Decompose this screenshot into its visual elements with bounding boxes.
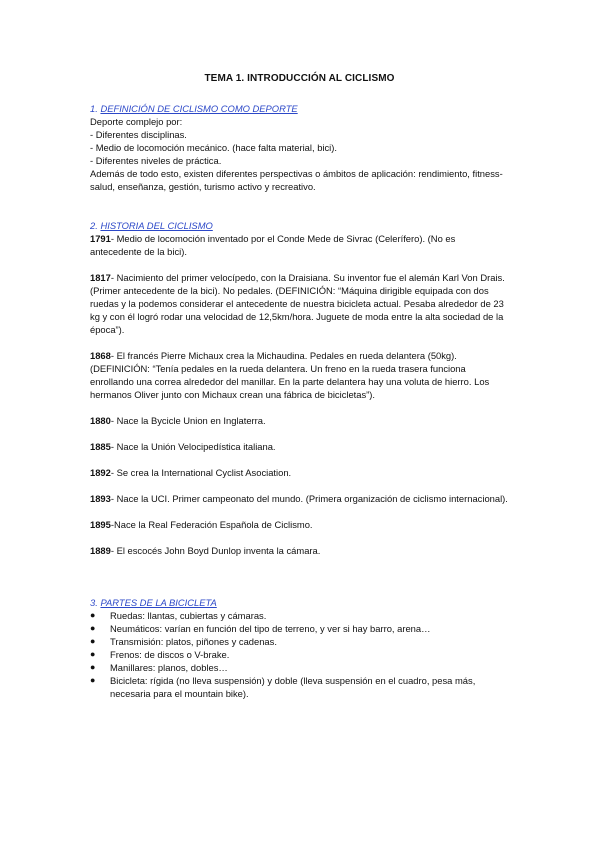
section-number: 2. (90, 220, 98, 231)
list-item-text: Ruedas: llantas, cubiertas y cámaras. (110, 610, 267, 621)
entry-text: - Medio de locomoción inventado por el Conde Mede de Sivrac (Celerífero). (No es antecedente de la bici). (90, 233, 456, 257)
history-entry (90, 349, 509, 401)
entry-text: - Nacimiento del primer velocípedo, con la Draisiana. Su inventor fue el alemán Karl Von Drais. (Primer antecedente de la bici). No pedales. (DEFINICIÓN: “Máquina dirigible equipada con dos ruedas y la podemos considerar el antecedente de nuestra bicicleta actual. Pesaba alrededor de 23 kg y con él logró rodar una velocidad de 12,5km/hora. Juguete de moda entre la alta sociedad de la época”). (90, 272, 505, 335)
history-entry (90, 414, 509, 427)
bullet-icon: ● (90, 675, 96, 685)
entry-year: 1791 (90, 233, 111, 244)
parts-list (90, 609, 509, 700)
list-item-text: Neumáticos: varían en función del tipo de terreno, y ver si hay barro, arena… (110, 623, 431, 634)
paragraph-line: Además de todo esto, existen diferentes perspectivas o ámbitos de aplicación: rendimiento, fitness-salud, enseñanza, gestión, turismo activo y recreativo. (90, 168, 503, 192)
entry-year: 1817 (90, 272, 111, 283)
entry-year: 1893 (90, 493, 111, 504)
bullet-icon: ● (90, 649, 96, 659)
list-item (90, 609, 509, 622)
entry-text: - El francés Pierre Michaux crea la Michaudina. Pedales en rueda delantera (50kg). (DEFINICIÓN: “Tenía pedales en la rueda delantera. Un freno en la rueda trasera funciona enrollando una correa alrededor del manillar. En la parte delantera hay una voluta de hierro. Los hermanos Oliver junto con Michaux crean una fábrica de bicicletas”). (90, 350, 490, 400)
entry-text: - Se crea la International Cyclist Asociation. (110, 467, 292, 478)
list-item-text: Manillares: planos, dobles… (110, 662, 228, 673)
entry-year: 1880 (90, 415, 111, 426)
history-entry (90, 271, 509, 336)
paragraph-line: Deporte complejo por: (90, 116, 183, 127)
history-entry (90, 440, 509, 453)
list-item (90, 674, 509, 700)
paragraph-line: - Diferentes disciplinas. (90, 129, 187, 140)
bullet-icon: ● (90, 662, 96, 672)
entry-text: -Nace la Real Federación Española de Ciclismo. (110, 519, 313, 530)
bullet-icon: ● (90, 636, 96, 646)
entry-year: 1892 (90, 467, 111, 478)
section-number: 1. (90, 103, 98, 114)
section-heading-2 (90, 219, 509, 232)
section-number: 3. (90, 597, 98, 608)
entry-text: - Nace la Unión Velocipedística italiana. (110, 441, 276, 452)
list-item (90, 622, 509, 635)
entry-year: 1895 (90, 519, 111, 530)
section-heading-link[interactable]: PARTES DE LA BICICLETA (100, 597, 217, 608)
list-item (90, 661, 509, 674)
entry-text: - El escocés John Boyd Dunlop inventa la cámara. (110, 545, 321, 556)
section-heading-link[interactable]: DEFINICIÓN DE CICLISMO COMO DEPORTE (100, 103, 298, 114)
bullet-icon: ● (90, 610, 96, 620)
entry-text: - Nace la UCI. Primer campeonato del mundo. (Primera organización de ciclismo internacional). (110, 493, 508, 504)
section-heading-1 (90, 102, 509, 115)
history-entry (90, 232, 509, 258)
entry-year: 1885 (90, 441, 111, 452)
paragraph-line: - Diferentes niveles de práctica. (90, 155, 222, 166)
history-entry (90, 492, 509, 505)
entry-text: - Nace la Bycicle Union en Inglaterra. (110, 415, 266, 426)
list-item-text: Frenos: de discos o V-brake. (110, 649, 230, 660)
entry-year: 1868 (90, 350, 111, 361)
list-item-text: Transmisión: platos, piñones y cadenas. (110, 636, 277, 647)
section-historia (90, 219, 509, 557)
entry-year: 1889 (90, 545, 111, 556)
list-item (90, 648, 509, 661)
history-entry (90, 544, 509, 557)
list-item (90, 635, 509, 648)
section-partes (90, 596, 509, 700)
section-heading-link[interactable]: HISTORIA DEL CICLISMO (100, 220, 213, 231)
history-entry (90, 518, 509, 531)
section-heading-3 (90, 596, 509, 609)
document-title: TEMA 1. INTRODUCCIÓN AL CICLISMO (204, 73, 395, 84)
paragraph-line: - Medio de locomoción mecánico. (hace falta material, bici). (90, 142, 337, 153)
bullet-icon: ● (90, 623, 96, 633)
section-definicion (90, 102, 509, 193)
list-item-text: Bicicleta: rígida (no lleva suspensión) y doble (lleva suspensión en el cuadro, pesa más, necesaria para el mountain bike). (110, 675, 476, 699)
history-entry (90, 466, 509, 479)
